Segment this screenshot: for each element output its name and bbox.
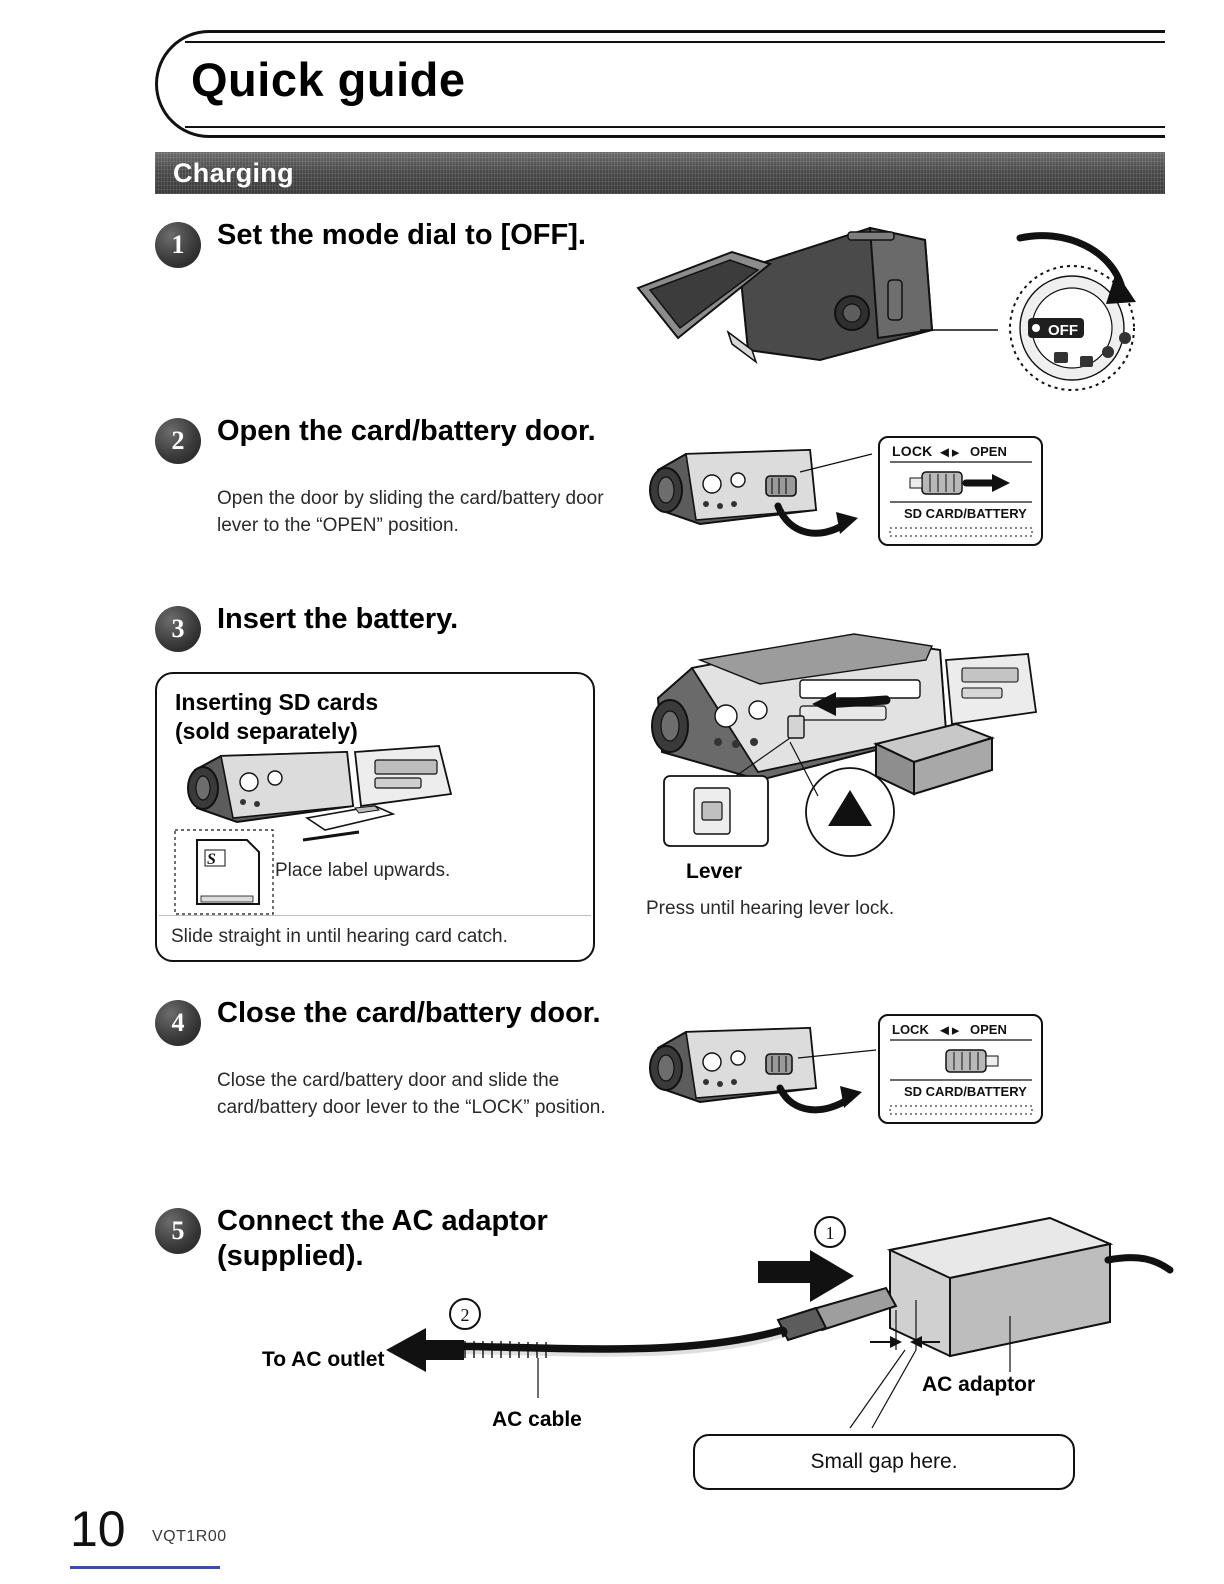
open-label: OPEN	[970, 444, 1007, 459]
sd-label-note: Place label upwards.	[275, 860, 451, 881]
step-1-title: Set the mode dial to [OFF].	[217, 219, 586, 251]
step-2-body: Open the door by sliding the card/battery door lever to the “OPEN” position.	[217, 488, 604, 536]
document-code: VQT1R00	[152, 1528, 227, 1545]
illustration-battery-insert	[640, 620, 1060, 860]
svg-text:◄▸: ◄▸	[937, 444, 960, 461]
section-title: Charging	[173, 158, 294, 188]
sd-box-title-line1: Inserting SD cards	[175, 689, 379, 715]
header-rule-bottom	[185, 126, 1165, 128]
step-1-number: 1	[155, 222, 201, 268]
illustration-mode-dial	[620, 210, 1165, 405]
step-4-body: Close the card/battery door and slide the card/battery door lever to the “LOCK” position.	[217, 1070, 606, 1118]
step-4-number: 4	[155, 1000, 201, 1046]
illustration-sd-card-label	[171, 826, 281, 918]
svg-text:◄▸: ◄▸	[937, 1022, 960, 1039]
step-3-title: Insert the battery.	[217, 603, 459, 635]
section-band-charging	[155, 152, 1165, 194]
svg-text:S: S	[207, 851, 216, 868]
sd-card-battery-label: SD CARD/BATTERY	[904, 506, 1027, 521]
sd-box-separator	[159, 915, 591, 916]
step-5-title: Connect the AC adaptor (supplied).	[217, 1205, 548, 1272]
callout-lock-open	[878, 436, 1043, 546]
lever-caption-label: Lever	[686, 860, 743, 883]
sd-card-info-box	[155, 672, 595, 962]
step-2-number: 2	[155, 418, 201, 464]
step-5-number: 5	[155, 1208, 201, 1254]
callout-lock-closed	[878, 1014, 1043, 1124]
svg-text:1: 1	[825, 1223, 835, 1243]
header-rule-top	[185, 41, 1165, 43]
page-header	[155, 30, 1165, 140]
ac-adaptor-label: AC adaptor	[922, 1373, 1036, 1396]
svg-text:OPEN: OPEN	[970, 1022, 1007, 1037]
svg-text:2: 2	[460, 1305, 470, 1325]
ac-cable-label: AC cable	[492, 1408, 582, 1431]
to-ac-outlet-label: To AC outlet	[262, 1348, 385, 1371]
svg-text:OFF: OFF	[1048, 322, 1078, 339]
step-2-title: Open the card/battery door.	[217, 415, 596, 447]
sd-box-title-line2: (sold separately)	[175, 717, 358, 744]
svg-text:LOCK: LOCK	[892, 1022, 929, 1037]
step-4-title: Close the card/battery door.	[217, 997, 601, 1029]
small-gap-text: Small gap here.	[810, 1450, 958, 1473]
svg-text:SD CARD/BATTERY: SD CARD/BATTERY	[904, 1084, 1027, 1099]
callout-small-gap	[693, 1434, 1075, 1490]
lever-caption-note: Press until hearing lever lock.	[646, 898, 895, 919]
lock-label: LOCK	[892, 443, 933, 459]
page-number: 10	[70, 1501, 126, 1557]
step-3-number: 3	[155, 606, 201, 652]
illustration-ac-adaptor	[250, 1200, 1180, 1440]
footer-rule	[70, 1566, 220, 1569]
page-title: Quick guide	[191, 53, 466, 106]
sd-box-caption: Slide straight in until hearing card catch.	[171, 926, 508, 947]
